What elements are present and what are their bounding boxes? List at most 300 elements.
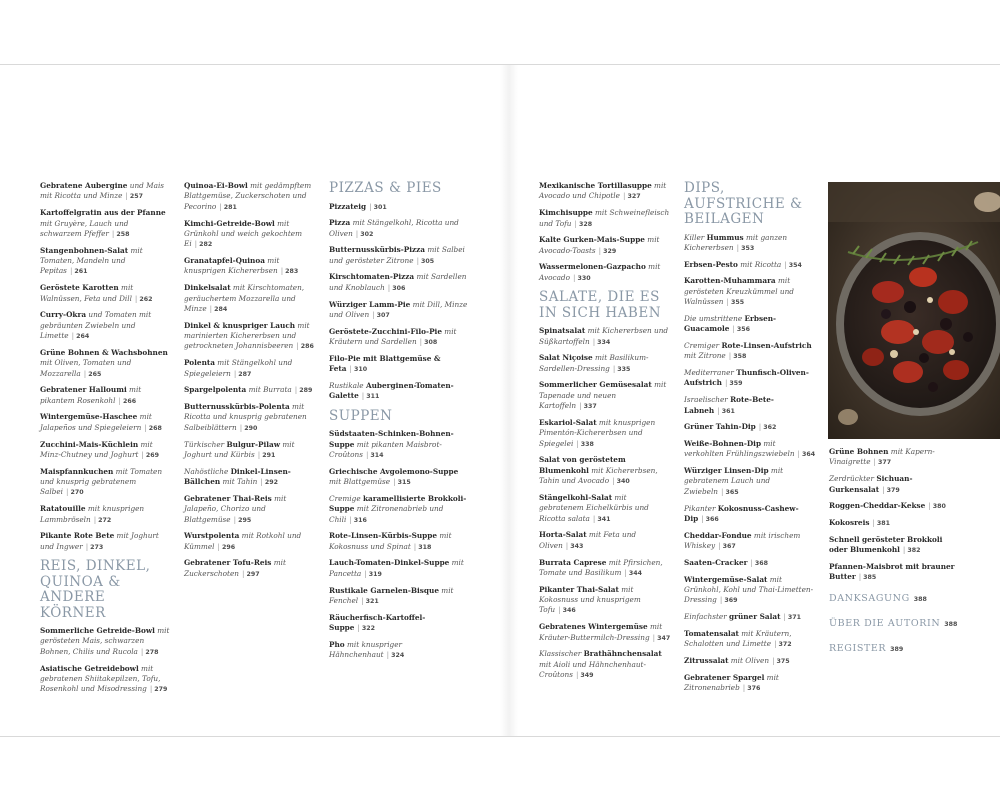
entry-recipe-name: grüner Salat <box>729 612 781 622</box>
entry-description: mit gebratenem Lauch und Zwiebeln <box>684 466 784 496</box>
page-separator: | <box>573 272 576 282</box>
entry-page-number: 301 <box>373 203 387 211</box>
page-separator: | <box>558 605 561 615</box>
entry-description-lead: Die umstrittene <box>684 313 745 323</box>
column-5 <box>684 181 816 700</box>
page-separator: | <box>724 378 728 388</box>
entry-recipe-name: Kimchi-Getreide-Bowl <box>184 218 275 228</box>
page-separator: | <box>784 259 787 269</box>
index-entry <box>539 181 671 203</box>
index-entry <box>329 202 469 213</box>
entry-description: mit pikantem Rosenkohl <box>40 385 142 405</box>
entries-col1 <box>40 181 172 553</box>
page-separator: | <box>858 572 862 582</box>
page-separator: | <box>239 422 243 432</box>
index-entry <box>539 455 671 487</box>
entry-page-number: 347 <box>657 634 671 642</box>
page-separator: | <box>233 514 237 524</box>
page-separator: | <box>69 266 73 276</box>
section-heading-dips: DIPS, AUFSTRICHE & BEILAGEN <box>684 180 803 227</box>
entry-description: mit Kirschtomaten, geräuchertem Mozzarella und Minze <box>184 283 305 313</box>
entry-recipe-name: Brathähnchensalat <box>583 649 662 659</box>
entry-recipe-name: Granatapfel-Quinoa <box>184 256 265 266</box>
entry-description: mit Kokosnuss und Spinat <box>329 531 452 551</box>
index-entry <box>684 395 816 417</box>
page-separator: | <box>134 293 138 303</box>
entry-recipe-name: Dinkel-Linsen-Bällchen <box>184 466 291 487</box>
entry-page-number: 354 <box>788 261 802 269</box>
entries-col4a <box>539 181 671 284</box>
entry-page-number: 344 <box>628 569 643 577</box>
entry-page-number: 257 <box>129 193 144 201</box>
entry-page-number: 377 <box>878 459 892 467</box>
page-separator: | <box>416 255 420 265</box>
entry-page-number: 291 <box>262 451 276 459</box>
index-entry <box>184 181 316 213</box>
entry-recipe-name: Pikante Rote Bete <box>40 531 115 541</box>
entry-page-number: 314 <box>370 451 384 459</box>
entry-recipe-name: Pfannen-Maisbrot mit brauner Butter <box>829 561 955 582</box>
entry-recipe-name: Burrata Caprese <box>539 557 607 567</box>
index-entry <box>184 531 316 553</box>
entry-page-number: 375 <box>776 657 790 665</box>
entry-description-lead: Mediterraner <box>684 368 737 378</box>
entry-recipe-name: Ratatouille <box>40 504 86 514</box>
entry-page-number: 316 <box>353 516 367 524</box>
entry-page-number: 284 <box>214 305 228 313</box>
page-separator: | <box>758 422 762 432</box>
page-separator: | <box>140 646 144 656</box>
entry-description-lead: Pikanter <box>684 503 718 513</box>
page-separator: | <box>413 541 417 551</box>
entry-page-number: 305 <box>421 257 435 265</box>
entry-recipe-name: Kokosreis <box>829 517 870 527</box>
entry-page-number: 318 <box>418 543 432 551</box>
entry-description: mit Ricotta und knusprig gebratenen Salbeiblättern <box>184 401 307 432</box>
index-entry <box>539 493 671 525</box>
page-separator: | <box>718 541 721 551</box>
entry-page-number: 287 <box>238 370 252 378</box>
entry-recipe-name: Spargelpolenta <box>184 385 247 395</box>
index-entry <box>40 531 172 553</box>
entry-recipe-name: Räucherfisch-Kartoffel-Suppe <box>329 612 426 633</box>
page-separator: | <box>652 632 656 642</box>
page-separator: | <box>369 201 372 211</box>
index-entry <box>329 272 469 294</box>
page-separator: | <box>902 545 906 555</box>
entry-page-number: 359 <box>729 380 743 388</box>
entry-description: mit knuspriger Hähnchenhaut <box>329 639 403 660</box>
entry-description: mit Feta und Oliven <box>539 530 637 550</box>
entry-page-number: 382 <box>907 547 921 555</box>
entries-col5 <box>684 233 816 695</box>
page-separator: | <box>419 337 423 347</box>
index-entry <box>829 447 959 469</box>
index-entry <box>184 256 316 278</box>
entry-recipe-name: Butternusskürbis-Pizza <box>329 245 426 255</box>
entry-recipe-name: Gebratener Halloumi <box>40 385 127 395</box>
entry-page-number: 371 <box>787 614 802 622</box>
entry-recipe-name: Schnell gerösteter Brokkoli oder Blumenkohl <box>829 534 943 555</box>
index-entry <box>539 530 671 552</box>
entry-recipe-name: Kalte Gurken-Mais-Suppe <box>539 235 645 245</box>
entry-description: mit Jalapeños und Spiegeleiern <box>40 412 152 432</box>
index-entry <box>684 612 816 623</box>
page-separator: | <box>565 540 569 550</box>
entry-description: und Tomaten mit gebräunten Zwiebeln und Limette <box>40 310 152 341</box>
entry-recipe-name: Rote-Linsen-Aufstrich <box>721 340 812 350</box>
entry-recipe-name: Stangenbohnen-Salat <box>40 245 129 255</box>
entry-recipe-name: Zitrussalat <box>684 655 729 665</box>
entry-recipe-name: Maispfannkuchen <box>40 466 114 476</box>
entry-page-number: 273 <box>90 543 104 551</box>
index-entry <box>829 562 959 584</box>
endmatter-page-number: 389 <box>890 645 904 653</box>
column-4 <box>539 181 671 687</box>
entry-description: mit ganzen Kichererbsen <box>684 232 788 252</box>
entry-recipe-name: Wintergemüse-Salat <box>684 574 768 584</box>
entry-recipe-name: Salat Niçoise <box>539 353 593 363</box>
entry-page-number: 311 <box>366 393 380 401</box>
index-entry <box>40 310 172 342</box>
index-entry <box>539 353 671 375</box>
page-separator: | <box>579 401 582 411</box>
entry-description: mit gerösteten Kreuzkümmel und Walnüssen <box>684 276 794 307</box>
entry-page-number: 295 <box>238 516 252 524</box>
entry-page-number: 328 <box>578 220 593 228</box>
entries-col4b <box>539 326 671 681</box>
index-entry <box>329 613 469 635</box>
page-separator: | <box>357 623 360 633</box>
section-heading-suppen: SUPPEN <box>329 407 393 424</box>
index-entry <box>684 673 816 695</box>
page-separator: | <box>797 449 801 459</box>
index-entry <box>684 466 816 498</box>
entry-description: mit Aioli und Hähnchenhaut-Croûtons <box>539 659 646 680</box>
index-entry <box>329 531 469 553</box>
entry-description: mit gedämpftem Blattgemüse, Zuckerschoten und Pecorino <box>184 181 312 211</box>
index-entry <box>684 656 816 667</box>
page-separator: | <box>349 364 352 374</box>
entry-description: mit Zitronenabrieb und Chili <box>329 504 444 524</box>
index-entry <box>539 262 671 284</box>
index-entry <box>539 622 671 644</box>
section-heading-reis: REIS, DINKEL, QUINOA & ANDERE KÖRNER <box>40 558 151 621</box>
page-separator: | <box>194 239 198 249</box>
entry-description: mit Tapenade und neuen Kartoffeln <box>539 380 667 411</box>
entry-description: mit marinierten Kichererbsen und getrockneten Johannisbeeren <box>184 320 310 351</box>
index-entry <box>184 385 316 396</box>
entry-description-lead: Cremiger <box>684 340 722 350</box>
entry-description: mit gebratenem Eichelkürbis und Ricotta salata <box>539 492 649 523</box>
entry-recipe-name: Kokosnuss-Cashew-Dip <box>684 503 799 523</box>
index-entry <box>539 418 671 450</box>
entry-description: mit Kräuter-Buttermilch-Dressing <box>539 622 663 642</box>
index-entry <box>329 218 469 240</box>
entry-recipe-name: Karotten-Muhammara <box>684 276 776 286</box>
page-separator: | <box>257 449 261 459</box>
page-separator: | <box>719 595 723 605</box>
entry-page-number: 343 <box>570 542 584 550</box>
entry-page-number: 340 <box>616 478 630 486</box>
entry-page-number: 366 <box>705 516 719 523</box>
entry-recipe-name: Gebratener Tofu-Reis <box>184 558 272 568</box>
page-separator: | <box>736 242 740 252</box>
entries-col3b <box>329 429 469 661</box>
index-entry <box>184 283 316 315</box>
entry-page-number: 278 <box>145 648 159 656</box>
entry-page-number: 362 <box>763 424 777 432</box>
index-entry <box>40 626 172 658</box>
entry-page-number: 365 <box>725 488 739 496</box>
page-separator: | <box>219 201 222 211</box>
entry-page-number: 315 <box>397 479 411 487</box>
entry-recipe-name: Wurstpolenta <box>184 531 240 541</box>
entry-page-number: 289 <box>299 387 313 395</box>
index-entry <box>329 640 469 662</box>
entry-page-number: 379 <box>886 486 900 494</box>
entry-recipe-name: Geröstete-Zucchini-Filo-Pie <box>329 326 442 336</box>
entry-description: mit Fenchel <box>329 585 454 605</box>
entry-page-number: 264 <box>76 333 90 341</box>
entry-page-number: 321 <box>365 597 379 605</box>
entry-recipe-name: Cheddar-Fondue <box>684 530 752 540</box>
index-entry <box>539 235 671 257</box>
index-entry <box>539 380 671 412</box>
entry-description: mit Tomaten und knusprig gebratenem Salbei <box>40 466 163 497</box>
column-6 <box>829 447 959 668</box>
page-separator: | <box>576 438 579 448</box>
entry-recipe-name: Hummus <box>706 232 744 242</box>
endmatter-entry <box>829 643 959 654</box>
roasted-vegetables-photo-icon <box>828 182 1000 439</box>
entry-description: mit knusprigen Kichererbsen <box>184 256 280 276</box>
endmatter-label: REGISTER <box>829 642 887 654</box>
index-entry <box>40 504 172 526</box>
entry-description: mit gerösteten Mais, schwarzen Bohnen, Chilis und Rucola <box>40 626 170 656</box>
entry-page-number: 324 <box>391 652 405 660</box>
page-separator: | <box>783 612 786 622</box>
page-separator: | <box>742 682 746 692</box>
entry-recipe-name: Kartoffelgratin aus der Pfanne <box>40 208 166 218</box>
entry-description: mit Salbei und gerösteter Zitrone <box>329 245 465 265</box>
entry-recipe-name: Geröstete Karotten <box>40 283 119 293</box>
entry-recipe-name: Bulgur-Pilaw <box>226 439 281 449</box>
entry-page-number: 372 <box>778 641 792 649</box>
entry-recipe-name: Quinoa-Ei-Bowl <box>184 181 248 190</box>
entry-page-number: 329 <box>603 247 617 255</box>
entry-recipe-name: Weiße-Bohnen-Dip <box>684 438 762 448</box>
page-separator: | <box>624 567 627 577</box>
page-separator: | <box>149 684 153 694</box>
index-entry <box>684 531 816 553</box>
entry-page-number: 283 <box>285 268 299 276</box>
page-separator: | <box>125 191 128 201</box>
column-2 <box>184 181 316 585</box>
entry-recipe-name: Curry-Okra <box>40 310 87 320</box>
entry-description: mit Kichererbsen und Süßkartoffeln <box>539 326 669 346</box>
index-entry <box>184 358 316 380</box>
entry-description-lead: Cremige <box>329 493 363 503</box>
index-entry <box>329 467 469 489</box>
index-entry <box>684 260 816 271</box>
index-entry <box>829 518 959 529</box>
entry-description-lead: Türkischer <box>184 439 227 449</box>
entry-recipe-name: Südstaaten-Schinken-Bohnen-Suppe <box>329 429 454 449</box>
entry-description-lead: Israelischer <box>684 395 731 405</box>
entry-description: mit Grünkohl und weich gekochtem Ei <box>184 218 303 249</box>
index-entry <box>184 558 316 580</box>
column-3 <box>329 181 469 667</box>
entry-recipe-name: Lauch-Tomaten-Dinkel-Suppe <box>329 558 450 568</box>
entry-recipe-name: Sommerliche Getreide-Bowl <box>40 626 155 636</box>
entry-page-number: 335 <box>617 365 631 373</box>
entry-description: mit Kapern-Vinaigrette <box>829 447 935 467</box>
index-entry <box>329 300 469 322</box>
page-separator: | <box>728 351 732 361</box>
entry-description: mit Avocado und Chipotle <box>539 181 667 201</box>
page-separator: | <box>361 595 364 605</box>
entry-page-number: 380 <box>932 503 946 511</box>
page-separator: | <box>355 228 359 238</box>
page-separator: | <box>71 331 75 341</box>
index-entry <box>40 467 172 499</box>
entry-page-number: 296 <box>221 543 236 551</box>
entry-page-number: 282 <box>199 241 213 249</box>
column-1 <box>40 181 172 701</box>
entry-page-number: 385 <box>863 574 877 582</box>
entry-recipe-name: Thunfisch-Oliven-Aufstrich <box>684 368 809 388</box>
entry-page-number: 306 <box>392 284 406 292</box>
section-heading-pizzas: PIZZAS & PIES <box>329 180 442 196</box>
entry-page-number: 310 <box>354 366 368 374</box>
entry-recipe-name: Würziger Lamm-Pie <box>329 299 411 309</box>
page-separator: | <box>598 245 602 255</box>
entry-recipe-name: Erbsen-Guacamole <box>684 313 777 334</box>
entry-recipe-name: Tomatensalat <box>684 628 739 638</box>
entry-recipe-name: Dinkelsalat <box>184 283 231 293</box>
entry-recipe-name: Filo-Pie mit Blattgemüse & Feta <box>329 353 441 374</box>
entry-recipe-name: Spinatsalat <box>539 326 586 336</box>
entry-page-number: 338 <box>580 440 594 448</box>
page-separator: | <box>364 568 367 578</box>
entry-description: mit Minz-Chutney und Joghurt <box>40 439 153 459</box>
entry-recipe-name: Mexikanische Tortillasuppe <box>539 181 652 190</box>
index-entry <box>684 422 816 433</box>
entry-description-lead: Zerdrückter <box>829 474 877 484</box>
entry-description: mit knusprigen Pimentón-Kichererbsen und Spiegelei <box>539 417 656 448</box>
entry-description: mit Avocado <box>539 262 661 282</box>
page-separator: | <box>83 368 87 378</box>
index-entry <box>40 283 172 305</box>
entry-page-number: 308 <box>424 339 438 347</box>
entry-page-number: 358 <box>733 353 747 361</box>
page-separator: | <box>141 449 144 459</box>
entry-page-number: 327 <box>627 193 641 201</box>
entry-description: mit Gruyère, Lauch und schwarzem Pfeffer <box>40 218 129 238</box>
page-separator: | <box>592 513 596 523</box>
entry-recipe-name: Würziger Linsen-Dip <box>684 466 769 476</box>
entry-recipe-name: Butternusskürbis-Polenta <box>184 401 290 411</box>
index-entry <box>684 341 816 363</box>
entry-description: mit Kräutern, Schalotten und Limette <box>684 628 792 649</box>
entry-description: mit Dill, Minze und Oliven <box>329 299 468 319</box>
index-entry <box>539 208 671 230</box>
index-entry <box>184 494 316 526</box>
page-separator: | <box>66 487 69 497</box>
entry-page-number: 353 <box>741 244 755 252</box>
entry-page-number: 292 <box>264 479 278 487</box>
entry-description-lead: Killer <box>684 232 707 242</box>
entry-recipe-name: Dinkel & knuspriger Lauch <box>184 320 296 330</box>
index-entry <box>329 558 469 580</box>
index-entry <box>40 208 172 240</box>
entry-page-number: 269 <box>145 451 160 459</box>
entry-description: mit Oliven <box>728 655 770 665</box>
endmatter-entry <box>829 593 959 604</box>
entry-description: mit Kräutern und Sardellen <box>329 326 457 347</box>
index-entry <box>684 233 816 255</box>
entry-page-number: 341 <box>597 515 611 523</box>
page-separator: | <box>612 476 615 486</box>
index-entry <box>184 321 316 353</box>
entry-recipe-name: Erbsen-Pesto <box>684 259 738 269</box>
page-separator: | <box>386 650 390 660</box>
entry-description: mit Basilikum-Sardellen-Dressing <box>539 353 649 373</box>
entry-description-lead: Rustikale <box>329 380 366 390</box>
entry-recipe-name: Gebratener Spargel <box>684 672 765 682</box>
food-photo-illustration <box>828 182 1000 439</box>
entry-recipe-name: Sommerlicher Gemüsesalat <box>539 380 652 390</box>
entry-description: mit Zuckerschoten <box>184 558 286 578</box>
entry-recipe-name: Pho <box>329 639 345 649</box>
page-separator: | <box>280 266 284 276</box>
entry-page-number: 265 <box>88 370 102 378</box>
page-separator: | <box>241 568 245 578</box>
index-entry <box>329 586 469 608</box>
page-separator: | <box>85 541 89 551</box>
page-separator: | <box>726 297 729 307</box>
entry-recipe-name: Sichuan-Gurkensalat <box>829 474 913 494</box>
index-entry <box>40 348 172 380</box>
entry-recipe-name: Roggen-Cheddar-Kekse <box>829 501 926 511</box>
entry-page-number: 376 <box>747 684 761 692</box>
entry-recipe-name: Stängelkohl-Salat <box>539 492 613 502</box>
index-pages <box>0 64 1000 737</box>
page-separator: | <box>612 363 616 373</box>
entry-recipe-name: Grüne Bohnen & Wachsbohnen <box>40 347 168 357</box>
entry-page-number: 261 <box>74 268 88 276</box>
index-entry <box>684 629 816 651</box>
index-entry <box>40 181 172 203</box>
page-separator: | <box>365 449 369 459</box>
entries-col2 <box>184 181 316 580</box>
entry-description: mit Stängelkohl, Ricotta und Oliven <box>329 218 459 238</box>
entry-recipe-name: Rustikale Garnelen-Bisque <box>329 585 439 595</box>
entry-page-number: 368 <box>754 559 769 567</box>
entry-description: mit Blattgemüse <box>329 477 391 487</box>
index-entry <box>684 368 816 390</box>
entry-recipe-name: Salat von geröstetem Blumenkohl <box>539 455 626 475</box>
endmatter-page-number: 388 <box>944 620 958 628</box>
entry-recipe-name: Polenta <box>184 358 215 368</box>
index-entry <box>539 649 671 681</box>
entry-description-lead: Klassischer <box>539 649 584 659</box>
page-separator: | <box>111 228 115 238</box>
index-entry <box>184 402 316 434</box>
page-separator: | <box>701 514 704 523</box>
entry-page-number: 355 <box>730 299 745 307</box>
